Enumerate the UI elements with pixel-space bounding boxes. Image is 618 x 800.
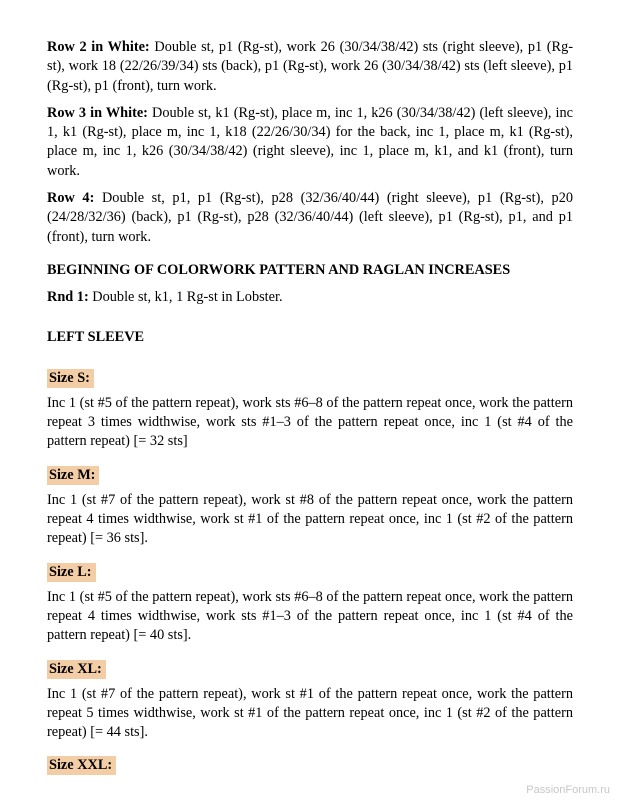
- size-instructions: Inc 1 (st #5 of the pattern repeat), work sts #6–8 of the pattern repeat once, work the pattern repeat 3 times widthwise, work sts #1–3 of the pattern repeat once, inc 1 (st #4 of the pattern repeat) [= 32 sts]: [47, 394, 573, 450]
- rnd-1-label: Rnd 1:: [47, 289, 89, 306]
- rnd-1-text: Double st, k1, 1 Rg-st in Lobster.: [88, 289, 283, 306]
- row-4-text: Double st, p1, p1 (Rg-st), p28 (32/36/40/44) (right sleeve), p1 (Rg-st), p20 (24/28/32/36) (back), p1 (Rg-st), p28 (32/36/40/44) (left sleeve), p1 (Rg-st), p1, and p1 (front), turn work.: [47, 190, 573, 245]
- document-page: [47, 38, 573, 781]
- left-sleeve-heading: LEFT SLEEVE: [47, 328, 145, 345]
- row-3-paragraph: [47, 104, 573, 181]
- size-instructions: Inc 1 (st #7 of the pattern repeat), work st #1 of the pattern repeat once, work the pattern repeat 5 times widthwise, work st #1 of the pattern repeat once, inc 1 (st #2 of the pattern repeat) [= 44 sts].: [47, 685, 573, 741]
- row-3-text: Double st, k1 (Rg-st), place m, inc 1, k26 (30/34/38/42) (left sleeve), inc 1, k1 (Rg-st), place m, inc 1, k18 (22/26/30/34) for the back, inc 1, place m, k1 (Rg-st), place m, inc 1, k26 (30/34/38/42) (right sleeve), inc 1, place m, k1, and k1 (front), turn work.: [47, 104, 573, 179]
- size-badge: Size M:: [47, 466, 99, 485]
- row-4-paragraph: [47, 189, 573, 247]
- size-block-m: [47, 452, 573, 549]
- size-block-s: [47, 355, 573, 452]
- row-4-label: Row 4:: [47, 190, 95, 207]
- size-badge: Size S:: [47, 369, 94, 388]
- size-badge: Size XL:: [47, 660, 106, 679]
- size-instructions: Inc 1 (st #5 of the pattern repeat), work sts #6–8 of the pattern repeat once, work the pattern repeat 4 times widthwise, work sts #1–3 of the pattern repeat once, inc 1 (st #4 of the pattern repeat) [= 40 sts].: [47, 588, 573, 644]
- row-3-label: Row 3 in White:: [47, 104, 148, 121]
- size-block-xl: [47, 646, 573, 743]
- row-2-paragraph: [47, 38, 573, 96]
- watermark: PassionForum.ru: [526, 784, 610, 796]
- size-badge: Size XXL:: [47, 756, 116, 775]
- size-block-xxl: [47, 742, 573, 781]
- row-2-label: Row 2 in White:: [47, 39, 150, 55]
- size-block-l: [47, 549, 573, 646]
- size-badge: Size L:: [47, 563, 96, 582]
- row-2-text: Double st, p1 (Rg-st), work 26 (30/34/38/42) sts (right sleeve), p1 (Rg-st), work 18 (22/26/39/34) sts (back), p1 (Rg-st), work 26 (30/34/38/42) sts (left sleeve), p1 (Rg-st), p1 (front), turn work.: [47, 39, 573, 94]
- rnd-1-paragraph: [47, 288, 573, 307]
- colorwork-heading: BEGINNING OF COLORWORK PATTERN AND RAGLAN INCREASES: [47, 261, 511, 278]
- size-instructions: Inc 1 (st #7 of the pattern repeat), work st #8 of the pattern repeat once, work the pattern repeat 4 times widthwise, work st #1 of the pattern repeat once, inc 1 (st #2 of the pattern repeat) [= 36 sts].: [47, 491, 573, 547]
